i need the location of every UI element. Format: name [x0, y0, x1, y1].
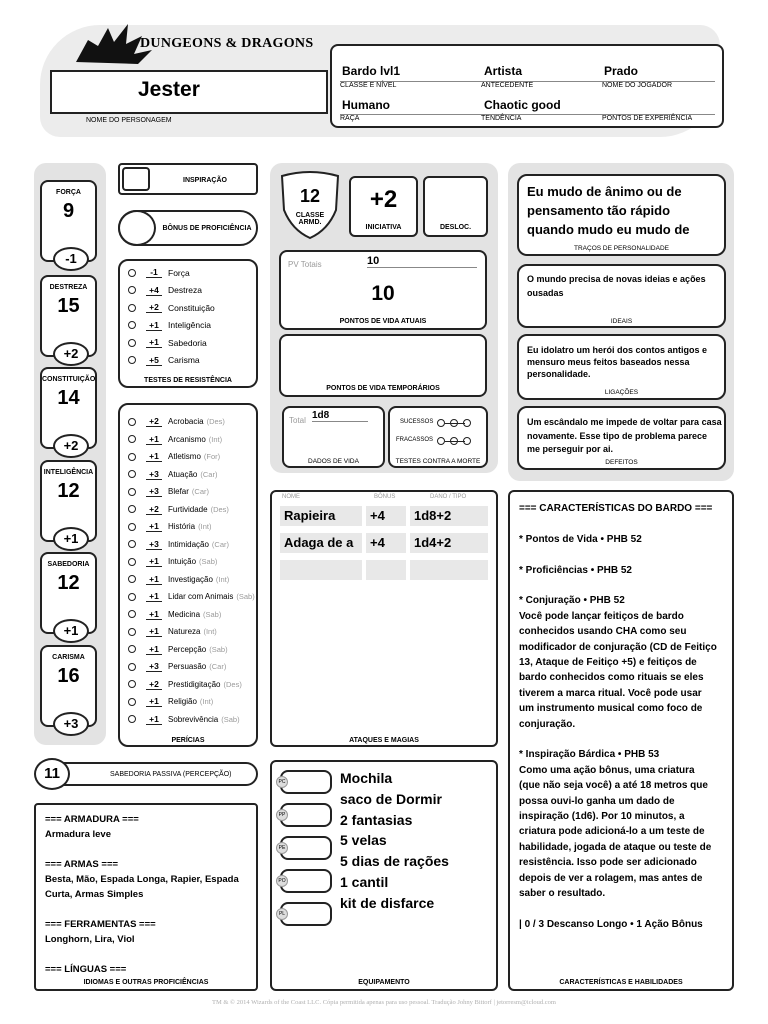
saving-throw-row[interactable] — [120, 334, 207, 352]
skill-modifier[interactable]: +3 — [146, 539, 162, 550]
feature-line: * Inspiração Bárdica • PHB 53 — [519, 749, 660, 761]
hit-dice-total-value[interactable]: 1d8 — [312, 410, 368, 422]
header — [30, 20, 730, 140]
player-name-label: NOME DO JOGADOR — [602, 82, 673, 89]
proficiency-checkbox[interactable] — [128, 269, 136, 277]
attack-bonus[interactable] — [366, 560, 406, 580]
flaws-label: DEFEITOS — [605, 459, 638, 466]
attack-name[interactable]: Rapieira — [280, 506, 362, 526]
skill-attribute: (Int) — [215, 574, 230, 584]
class-level-value[interactable]: Bardo lvl1 — [342, 64, 401, 78]
ability-score[interactable]: 12 — [57, 572, 80, 594]
skill-modifier[interactable]: +1 — [146, 609, 162, 620]
features-traits-box[interactable] — [508, 490, 734, 991]
ability-modifier[interactable]: +3 — [53, 712, 89, 736]
hp-current-label: PONTOS DE VIDA ATUAIS — [339, 318, 427, 325]
tools-heading: === FERRAMENTAS === — [45, 919, 156, 930]
skill-name: Atletismo — [168, 452, 201, 462]
alignment-label: TENDÊNCIA — [481, 115, 522, 122]
skill-attribute: (Sab) — [209, 644, 228, 654]
ability-name: INTELIGÊNCIA — [43, 469, 94, 476]
armor-list: Armadura leve — [45, 829, 112, 840]
proficiency-bonus-box[interactable] — [118, 210, 258, 246]
skill-modifier[interactable]: +3 — [146, 469, 162, 480]
skill-modifier[interactable]: +3 — [146, 661, 162, 672]
feature-line — [519, 902, 727, 917]
features-text[interactable] — [519, 501, 727, 932]
feature-line — [519, 516, 727, 531]
flaws-box[interactable] — [517, 406, 726, 470]
ability-score[interactable]: 12 — [57, 480, 80, 502]
ideals-box[interactable] — [517, 264, 726, 328]
skill-attribute: (Sab) — [221, 714, 240, 724]
attack-damage[interactable]: 1d8+2 — [410, 506, 488, 526]
skill-attribute: (Int) — [198, 522, 212, 532]
inspiration-box[interactable] — [118, 163, 258, 195]
death-fail-label: FRACASSOS — [396, 437, 434, 443]
armor-heading: === ARMADURA === — [45, 814, 139, 825]
ability-name: FORÇA — [56, 189, 81, 196]
proficiency-checkbox[interactable] — [128, 523, 136, 531]
bonds-text[interactable]: Eu idolatro um herói dos contos antigos e mensuro meus feitos baseados nessa personalidade. — [527, 345, 708, 379]
skill-modifier[interactable]: +2 — [146, 504, 162, 515]
skill-attribute: (Des) — [206, 417, 225, 427]
equipment-list — [340, 768, 490, 914]
saving-throw-row[interactable] — [120, 282, 202, 300]
ability-score[interactable]: 16 — [57, 665, 80, 687]
ability-score-box[interactable] — [40, 367, 97, 453]
saving-throws-label: TESTES DE RESISTÊNCIA — [144, 377, 232, 384]
death-fail-check[interactable] — [437, 437, 445, 445]
passive-perception-label: SABEDORIA PASSIVA (PERCEPÇÃO) — [110, 771, 232, 778]
coin-label: PL — [276, 908, 288, 920]
initiative-label: INICIATIVA — [365, 224, 402, 231]
skill-modifier[interactable]: +1 — [146, 644, 162, 655]
skill-row[interactable] — [120, 536, 229, 554]
saving-throw-modifier[interactable]: +1 — [146, 337, 162, 348]
coin-field[interactable] — [280, 770, 332, 794]
feature-line: * Proficiências • PHB 52 — [519, 564, 632, 576]
skill-row[interactable] — [120, 571, 229, 589]
ability-name: CARISMA — [52, 654, 85, 661]
skill-name: Religião — [168, 697, 197, 707]
skill-row[interactable] — [120, 623, 217, 641]
saving-throw-name: Destreza — [168, 285, 203, 296]
armor-class-label: CLASSE ARMD. — [295, 212, 325, 226]
equipment-item: kit de disfarce — [340, 894, 435, 911]
equipment-label: EQUIPAMENTO — [358, 979, 410, 986]
feature-line: resistência. Isso pode ser adicionado — [519, 857, 697, 869]
race-label: RAÇA — [340, 115, 360, 122]
attacks-col-damage: DANO / TIPO — [430, 494, 467, 500]
ability-score[interactable]: 9 — [62, 200, 75, 222]
proficiency-checkbox[interactable] — [128, 645, 136, 653]
languages-heading: === LÍNGUAS === — [45, 964, 127, 975]
skill-name: Prestidigitação — [168, 679, 221, 689]
ability-modifier[interactable]: +2 — [53, 342, 89, 366]
proficiency-checkbox[interactable] — [128, 540, 136, 548]
feature-line: Você pode lançar feitiços de bardo — [519, 610, 684, 622]
proficiencies-label: IDIOMAS E OUTRAS PROFICIÊNCIAS — [83, 979, 209, 986]
skill-row[interactable] — [120, 483, 209, 501]
saving-throw-row[interactable] — [120, 299, 215, 317]
weapons-heading: === ARMAS === — [45, 859, 119, 870]
check-link — [445, 423, 465, 424]
proficiency-checkbox[interactable] — [128, 680, 136, 688]
saving-throw-row[interactable] — [120, 317, 211, 335]
proficiency-checkbox[interactable] — [128, 628, 136, 636]
passive-perception-value[interactable]: 11 — [34, 758, 70, 790]
initiative-box[interactable] — [349, 176, 418, 237]
skill-name: Furtividade — [168, 504, 208, 514]
skill-modifier[interactable]: +1 — [146, 556, 162, 567]
feature-line: um instrumento musical como foco de — [519, 703, 703, 715]
skill-row[interactable] — [120, 676, 242, 694]
skill-attribute: (For) — [203, 452, 221, 462]
skill-attribute: (Des) — [210, 504, 229, 514]
proficiencies-languages-box[interactable] — [34, 803, 258, 991]
skill-name: Intuição — [168, 557, 197, 567]
character-name[interactable]: Jester — [138, 78, 200, 101]
skill-name: Persuasão — [168, 662, 207, 672]
death-success-checks[interactable] — [437, 417, 479, 429]
coin-field[interactable] — [280, 803, 332, 827]
character-name-label: NOME DO PERSONAGEM — [86, 117, 172, 124]
class-level-label: CLASSE E NÍVEL — [340, 82, 397, 89]
equipment-item: Mochila — [340, 770, 393, 786]
skill-name: História — [168, 522, 196, 532]
temp-hp-box[interactable] — [279, 334, 487, 397]
proficiency-checkbox[interactable] — [128, 610, 136, 618]
skill-row[interactable] — [120, 588, 255, 606]
feature-line: === CARACTERÍSTICAS DO BARDO === — [519, 503, 713, 514]
attack-name[interactable] — [280, 560, 362, 580]
proficiency-checkbox[interactable] — [128, 339, 136, 347]
proficiency-value-circle[interactable] — [118, 210, 156, 246]
personality-traits-label: TRAÇOS DE PERSONALIDADE — [574, 245, 669, 252]
skill-modifier[interactable]: +1 — [146, 591, 162, 602]
skill-name: Percepção — [168, 644, 207, 654]
proficiency-checkbox[interactable] — [128, 488, 136, 496]
coin-label: PE — [276, 842, 288, 854]
feature-line — [519, 732, 727, 747]
skill-modifier[interactable]: +1 — [146, 574, 162, 585]
saving-throw-name: Carisma — [168, 355, 200, 366]
ability-modifier[interactable]: +1 — [53, 619, 89, 643]
death-success-label: SUCESSOS — [400, 419, 434, 425]
skills-label: PERÍCIAS — [171, 737, 205, 744]
feature-line: conhecidos usando CHA como seu — [519, 626, 687, 638]
attacks-col-bonus: BÔNUS — [374, 494, 396, 500]
hp-max-label: PV Totais — [288, 260, 322, 269]
bonds-label: LIGAÇÕES — [604, 389, 639, 396]
proficiency-checkbox[interactable] — [128, 558, 136, 566]
saving-throw-modifier[interactable]: +1 — [146, 320, 162, 331]
race-value[interactable]: Humano — [342, 98, 390, 112]
death-saves-label: TESTES CONTRA A MORTE — [395, 458, 481, 465]
hp-current-value[interactable]: 10 — [371, 282, 395, 305]
skill-name: Investigação — [168, 574, 213, 584]
weapons-list: Besta, Mão, Espada Longa, Rapier, Espada Curta, Armas Simples — [45, 874, 239, 900]
proficiency-checkbox[interactable] — [128, 356, 136, 364]
skill-row[interactable] — [120, 641, 228, 659]
coin-field[interactable] — [280, 869, 332, 893]
bonds-box[interactable] — [517, 334, 726, 400]
feature-line — [519, 578, 727, 593]
feature-line: possa ouvi-lo ganha um dado de — [519, 795, 675, 807]
coin-label: PO — [276, 875, 288, 887]
armor-class-value[interactable]: 12 — [299, 186, 321, 206]
skill-attribute: (Int) — [199, 697, 214, 707]
feature-line: tiverem a marca ritual. Você pode usar — [519, 687, 702, 699]
feature-line: | 0 / 3 Descanso Longo • 1 Ação Bônus — [519, 918, 703, 930]
saving-throw-name: Força — [168, 267, 190, 278]
skill-name: Blefar — [168, 487, 189, 497]
equipment-item: saco de Dormir — [340, 790, 442, 807]
saving-throw-row[interactable] — [120, 352, 200, 370]
skill-modifier[interactable]: +1 — [146, 696, 162, 707]
skill-attribute: (Sab) — [199, 557, 218, 567]
saving-throw-name: Constituição — [168, 302, 215, 313]
attacks-label: ATAQUES E MAGIAS — [349, 737, 419, 744]
attack-damage[interactable]: 1d4+2 — [410, 533, 488, 553]
proficiency-checkbox[interactable] — [128, 453, 136, 461]
equipment-item: 1 cantil — [340, 873, 389, 890]
proficiency-checkbox[interactable] — [128, 575, 136, 583]
logo-text: DUNGEONS & DRAGONS — [140, 36, 314, 51]
skill-attribute: (Sab) — [203, 609, 222, 619]
proficiency-checkbox[interactable] — [128, 470, 136, 478]
skill-name: Lidar com Animais — [168, 592, 234, 602]
skill-row[interactable] — [120, 518, 211, 536]
skill-attribute: (Car) — [191, 487, 209, 497]
proficiency-bonus-label: BÔNUS DE PROFICIÊNCIA — [162, 225, 252, 232]
player-name-value[interactable]: Prado — [604, 64, 639, 78]
ability-name: SABEDORIA — [47, 561, 90, 568]
background-value[interactable]: Artista — [484, 64, 523, 78]
attacks-box — [270, 490, 498, 747]
passive-perception-box — [48, 762, 258, 786]
coin-label: PC — [276, 776, 288, 788]
speed-box[interactable] — [423, 176, 488, 237]
feature-line: inspiração (1d6). Por 10 minutos, a — [519, 811, 685, 823]
skill-attribute: (Int) — [208, 434, 223, 444]
skill-attribute: (Int) — [203, 627, 217, 637]
hp-max-value[interactable]: 10 — [367, 255, 477, 268]
alignment-value[interactable]: Chaotic good — [484, 98, 561, 112]
inspiration-value-box[interactable] — [122, 167, 150, 191]
saving-throw-name: Inteligência — [168, 320, 212, 331]
coin-field[interactable] — [280, 902, 332, 926]
prof-text — [45, 812, 250, 977]
saving-throw-modifier[interactable]: +2 — [146, 302, 162, 313]
feature-line: saber o resultado. — [519, 888, 606, 900]
attack-damage[interactable] — [410, 560, 488, 580]
attack-name[interactable]: Adaga de a — [280, 533, 362, 553]
feature-line: criatura pode adicioná-lo a um teste de — [519, 826, 705, 838]
skill-row[interactable] — [120, 413, 225, 431]
ability-score-box[interactable] — [40, 645, 97, 731]
saving-throw-name: Sabedoria — [168, 337, 207, 348]
attacks-col-name: NOME — [282, 494, 300, 500]
skill-modifier[interactable]: +1 — [146, 451, 162, 462]
feature-line: bardo conhecidos como rituais se eles — [519, 672, 704, 684]
ability-modifier[interactable]: +1 — [53, 527, 89, 551]
tools-list: Longhorn, Lira, Viol — [45, 934, 135, 945]
ability-score-box[interactable] — [40, 180, 97, 266]
feature-line: depois de ver a rolagem, mas antes de — [519, 872, 703, 884]
skill-name: Sobrevivência — [168, 714, 219, 724]
feature-line: conjuração. — [519, 718, 576, 730]
skill-attribute: (Car) — [209, 662, 227, 672]
ability-score[interactable]: 14 — [57, 387, 80, 409]
background-label: ANTECEDENTE — [481, 82, 534, 89]
skill-name: Arcanismo — [168, 434, 206, 444]
ability-score-box[interactable] — [40, 460, 97, 546]
equipment-item: 5 dias de rações — [340, 853, 449, 870]
personality-traits-text[interactable]: Eu mudo de ânimo ou de pensamento tão rápido quando mudo eu mudo de — [527, 184, 690, 237]
proficiency-checkbox[interactable] — [128, 418, 136, 426]
ability-name: CONSTITUIÇÃO — [42, 376, 96, 383]
skill-name: Natureza — [168, 627, 201, 637]
ideals-label: IDEAIS — [610, 318, 633, 325]
ability-modifier[interactable]: +2 — [53, 434, 89, 458]
proficiency-checkbox[interactable] — [128, 321, 136, 329]
equipment-item: 2 fantasias — [340, 811, 413, 828]
proficiency-checkbox[interactable] — [128, 286, 136, 294]
skill-name: Acrobacia — [168, 417, 204, 427]
skill-attribute: (Sab) — [236, 592, 255, 602]
proficiency-checkbox[interactable] — [128, 698, 136, 706]
ability-name: DESTREZA — [49, 284, 88, 291]
skill-modifier[interactable]: +2 — [146, 679, 162, 690]
skill-attribute: (Car) — [200, 469, 218, 479]
skill-row[interactable] — [120, 466, 217, 484]
copyright-footer: TM & © 2014 Wizards of the Coast LLC. Cópia permitida apenas para uso pessoal. Tradução Johny Bittorf | jetorresm@icloud.com — [211, 999, 556, 1006]
skill-modifier[interactable]: +1 — [146, 714, 162, 725]
skill-row[interactable] — [120, 658, 226, 676]
skill-row[interactable] — [120, 448, 220, 466]
ability-score[interactable]: 15 — [57, 295, 80, 317]
ability-modifier[interactable]: -1 — [53, 247, 89, 271]
feature-line: * Conjuração • PHB 52 — [519, 595, 625, 607]
ability-score-box[interactable] — [40, 552, 97, 638]
proficiency-checkbox[interactable] — [128, 304, 136, 312]
skill-modifier[interactable]: +1 — [146, 521, 162, 532]
coin-field[interactable] — [280, 836, 332, 860]
proficiency-checkbox[interactable] — [128, 663, 136, 671]
attack-bonus[interactable]: +4 — [366, 506, 406, 526]
ideals-text[interactable]: O mundo precisa de novas ideias e ações ousadas — [527, 274, 706, 298]
flaws-text[interactable]: Um escândalo me impede de voltar para casa novamente. Esse tipo de problema parece me perseguir por ai. — [527, 417, 722, 454]
initiative-value[interactable]: +2 — [369, 186, 398, 213]
coin-label: PP — [276, 809, 288, 821]
saving-throw-modifier[interactable]: +5 — [146, 355, 162, 366]
current-hp-box[interactable] — [279, 250, 487, 330]
skills-box — [118, 403, 258, 747]
feature-line: * Pontos de Vida • PHB 52 — [519, 533, 642, 545]
feature-line — [519, 547, 727, 562]
equipment-item: 5 velas — [340, 832, 387, 849]
saving-throw-row[interactable] — [120, 264, 190, 282]
death-saves-box[interactable] — [388, 406, 488, 468]
proficiency-checkbox[interactable] — [128, 505, 136, 513]
proficiency-checkbox[interactable] — [128, 435, 136, 443]
feature-line: modificador de conjuração (CD de Feitiço — [519, 641, 717, 653]
attack-bonus[interactable]: +4 — [366, 533, 406, 553]
skill-row[interactable] — [120, 711, 240, 729]
check-link — [445, 441, 465, 442]
skill-row[interactable] — [120, 501, 229, 519]
hit-dice-label: DADOS DE VIDA — [308, 458, 359, 465]
feature-line: Como uma ação bônus, uma criatura — [519, 764, 695, 776]
speed-label: DESLOC. — [439, 224, 472, 231]
death-success-check[interactable] — [437, 419, 445, 427]
skill-modifier[interactable]: +2 — [146, 416, 162, 427]
feature-line: (que não seja você) a até 18 metros que — [519, 780, 708, 792]
skill-name: Medicina — [168, 609, 201, 619]
hit-dice-total-label: Total — [289, 416, 306, 425]
ability-score-box[interactable] — [40, 275, 97, 361]
skill-modifier[interactable]: +1 — [146, 434, 162, 445]
xp-label: PONTOS DE EXPERIÊNCIA — [602, 115, 693, 122]
skill-attribute: (Des) — [223, 679, 242, 689]
feature-line: habilidade, jogada de ataque ou teste de — [519, 841, 712, 853]
feature-line: 13, Ataque de Feitiço +5) e feitiços de — [519, 657, 697, 669]
saving-throw-modifier[interactable]: +4 — [146, 285, 162, 296]
skill-attribute: (Car) — [211, 539, 230, 549]
skill-row[interactable] — [120, 606, 221, 624]
saving-throws-box — [118, 259, 258, 388]
skill-modifier[interactable]: +1 — [146, 626, 162, 637]
features-label: CARACTERÍSTICAS E HABILIDADES — [559, 979, 683, 986]
skill-name: Intimidação — [168, 539, 209, 549]
skill-row[interactable] — [120, 431, 222, 449]
temp-hp-label: PONTOS DE VIDA TEMPORÁRIOS — [326, 385, 440, 392]
saving-throw-modifier[interactable]: -1 — [146, 267, 162, 278]
proficiency-checkbox[interactable] — [128, 593, 136, 601]
personality-traits-box[interactable] — [517, 174, 726, 256]
proficiency-checkbox[interactable] — [128, 715, 136, 723]
skill-name: Atuação — [168, 469, 198, 479]
hit-dice-box[interactable] — [282, 406, 385, 468]
skill-row[interactable] — [120, 693, 213, 711]
skill-row[interactable] — [120, 553, 217, 571]
death-fail-checks[interactable] — [437, 435, 479, 447]
skill-modifier[interactable]: +3 — [146, 486, 162, 497]
inspiration-label: INSPIRAÇÃO — [183, 177, 227, 184]
